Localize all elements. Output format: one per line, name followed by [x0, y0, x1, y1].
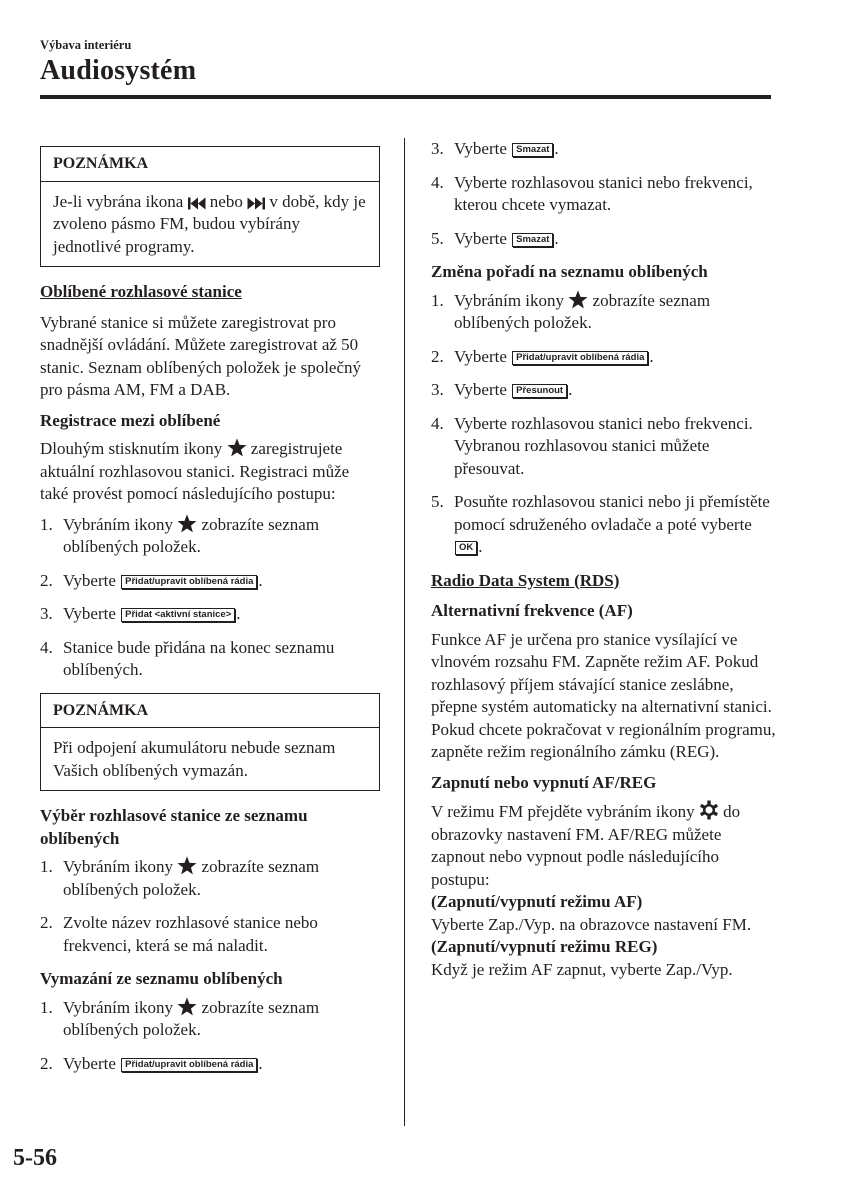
list-item — [431, 228, 776, 251]
text: . — [568, 380, 573, 399]
list-item — [40, 912, 380, 957]
step-number: 3. — [431, 139, 444, 158]
af-toggle-label: (Zapnutí/vypnutí režimu AF) — [431, 892, 643, 911]
afreg-text — [431, 800, 776, 981]
text: Vyberte — [63, 604, 121, 623]
register-heading: Registrace mezi oblíbené — [40, 410, 221, 430]
rds-heading: Radio Data System (RDS) — [431, 570, 620, 590]
delete-steps-continued — [431, 138, 776, 250]
ok-button: OK — [455, 541, 477, 555]
text: . — [478, 537, 483, 556]
star-icon — [177, 856, 197, 875]
step-number: 4. — [40, 637, 53, 657]
text: Když je režim AF zapnut, vyberte Zap./Vyp. — [431, 959, 733, 979]
list-item — [40, 856, 380, 901]
section-label: Výbava interiéru — [40, 38, 132, 52]
step-number: 5. — [431, 228, 444, 248]
list-item — [40, 570, 380, 593]
note-box-battery — [40, 693, 380, 792]
text: Vybráním ikony — [454, 290, 569, 310]
star-icon — [177, 514, 197, 533]
order-heading: Změna pořadí na seznamu oblíbených — [431, 262, 708, 281]
afreg-heading: Zapnutí nebo vypnutí AF/REG — [431, 772, 657, 792]
add-edit-favorites-button: Přidat/upravit oblíbená rádia — [121, 575, 257, 589]
page-number: 5-56 — [13, 1145, 57, 1171]
note-text: Je-li vybrána ikona — [53, 191, 188, 211]
text: V režimu FM přejděte vybráním ikony — [431, 802, 699, 821]
list-item — [431, 138, 776, 161]
gear-icon — [699, 800, 719, 820]
text: Posuňte rozhlasovou stanici nebo ji přemístěte pomocí sdruženého ovladače a poté vyberte — [454, 492, 770, 534]
add-edit-favorites-button: Přidat/upravit oblíbená rádia — [512, 351, 648, 365]
text: Stanice bude přidána na konec seznamu oblíbených. — [63, 637, 335, 679]
list-item — [431, 379, 776, 402]
text: . — [649, 346, 654, 366]
text: Vyberte — [454, 380, 512, 399]
text: Vyberte rozhlasovou stanici nebo frekvenci, kterou chcete vymazat. — [454, 172, 753, 214]
left-column — [40, 138, 380, 1086]
list-item — [431, 172, 776, 217]
register-steps — [40, 514, 380, 682]
step-number: 1. — [40, 997, 53, 1017]
step-number: 2. — [40, 1053, 53, 1073]
column-divider — [404, 138, 405, 1126]
delete-button: Smazat — [512, 233, 553, 247]
text: Dlouhým stisknutím ikony — [40, 439, 227, 458]
star-icon — [568, 290, 588, 309]
skip-next-icon — [247, 197, 265, 210]
right-column — [431, 138, 776, 989]
delete-heading: Vymazání ze seznamu oblíbených — [40, 969, 283, 988]
text: Vyberte — [454, 139, 512, 158]
step-number: 1. — [431, 290, 444, 310]
text: Zvolte název rozhlasové stanice nebo frekvenci, která se má naladit. — [63, 913, 318, 955]
note-body — [41, 182, 379, 267]
select-steps — [40, 856, 380, 957]
favorites-intro: Vybrané stanice si můžete zaregistrovat pro snadnější ovládání. Můžete zaregistrovat až 50 stanic. Seznam oblíbených položek je společný pro pásma AM, FM a DAB. — [40, 312, 362, 399]
af-heading: Alternativní frekvence (AF) — [431, 601, 633, 620]
text: Vybráním ikony — [63, 997, 178, 1017]
star-icon — [227, 438, 247, 457]
list-item — [431, 346, 776, 369]
af-text: Funkce AF je určena pro stanice vysílající ve vlnovém rozsahu FM. Zapněte režim AF. Pokud rozhlasový příjem stávající stanice zeslábne, přepne systém automaticky na alternativní stanici. Pokud chcete pokračovat v regionálním programu, zapněte režim regionálního zámku (REG). — [431, 629, 776, 761]
note-text: nebo — [205, 191, 248, 211]
list-item — [431, 491, 776, 559]
step-number: 2. — [40, 913, 53, 932]
select-heading: Výběr rozhlasové stanice ze seznamu oblíbených — [40, 806, 308, 848]
step-number: 1. — [40, 514, 53, 534]
note-body: Při odpojení akumulátoru nebude seznam Vašich oblíbených vymazán. — [53, 738, 336, 780]
delete-button: Smazat — [512, 143, 553, 157]
list-item — [40, 997, 380, 1042]
text: . — [554, 228, 559, 248]
note-title: POZNÁMKA — [41, 694, 379, 729]
text: . — [554, 139, 559, 158]
list-item — [40, 514, 380, 559]
note-text: v době, kdy je zvoleno pásmo FM, budou vybírány jednotlivé programy. — [53, 191, 366, 256]
step-number: 2. — [40, 570, 53, 590]
add-active-station-button: Přidat <aktivní stanice> — [121, 608, 235, 622]
list-item — [40, 603, 380, 626]
step-number: 1. — [40, 857, 53, 876]
skip-previous-icon — [188, 197, 206, 210]
list-item — [40, 637, 380, 682]
register-text — [40, 438, 380, 506]
add-edit-favorites-button: Přidat/upravit oblíbená rádia — [121, 1058, 257, 1072]
note-box-seek — [40, 146, 380, 267]
favorites-heading: Oblíbené rozhlasové stanice — [40, 282, 242, 301]
step-number: 5. — [431, 492, 444, 511]
note-title: POZNÁMKA — [41, 147, 379, 182]
title-rule — [40, 95, 771, 99]
text: Vyberte — [63, 1053, 121, 1073]
page-title: Audiosystém — [40, 55, 197, 86]
step-number: 4. — [431, 413, 444, 433]
text: Vybráním ikony — [63, 857, 178, 876]
step-number: 2. — [431, 346, 444, 366]
text: do obrazovky nastavení FM. AF/REG můžete zapnout nebo vypnout podle následujícího postupu: — [431, 802, 741, 889]
text: Vyberte — [454, 346, 512, 366]
step-number: 3. — [431, 380, 444, 399]
text: Vyberte — [454, 228, 512, 248]
delete-steps — [40, 997, 380, 1076]
text: Vyberte rozhlasovou stanici nebo frekvenci. Vybranou rozhlasovou stanici můžete přesouvat. — [454, 413, 753, 478]
order-steps — [431, 290, 776, 559]
text: zobrazíte seznam oblíbených položek. — [63, 857, 320, 899]
step-number: 3. — [40, 604, 53, 623]
list-item — [40, 1053, 380, 1076]
star-icon — [177, 997, 197, 1016]
text: . — [258, 570, 263, 590]
step-number: 4. — [431, 172, 444, 192]
text: zobrazíte seznam oblíbených položek. — [63, 997, 320, 1039]
reg-toggle-label: (Zapnutí/vypnutí režimu REG) — [431, 937, 658, 956]
text: zobrazíte seznam oblíbených položek. — [454, 290, 711, 332]
text: Vyberte — [63, 570, 121, 590]
text: Vybráním ikony — [63, 514, 178, 534]
list-item — [431, 290, 776, 335]
move-button: Přesunout — [512, 384, 567, 398]
text: zaregistrujete aktuální rozhlasovou stanici. Registraci může také provést pomocí následujícího postupu: — [40, 439, 350, 503]
text: zobrazíte seznam oblíbených položek. — [63, 514, 320, 556]
text: . — [258, 1053, 263, 1073]
list-item — [431, 413, 776, 481]
text: . — [236, 604, 241, 623]
text: Vyberte Zap./Vyp. na obrazovce nastavení FM. — [431, 914, 752, 934]
